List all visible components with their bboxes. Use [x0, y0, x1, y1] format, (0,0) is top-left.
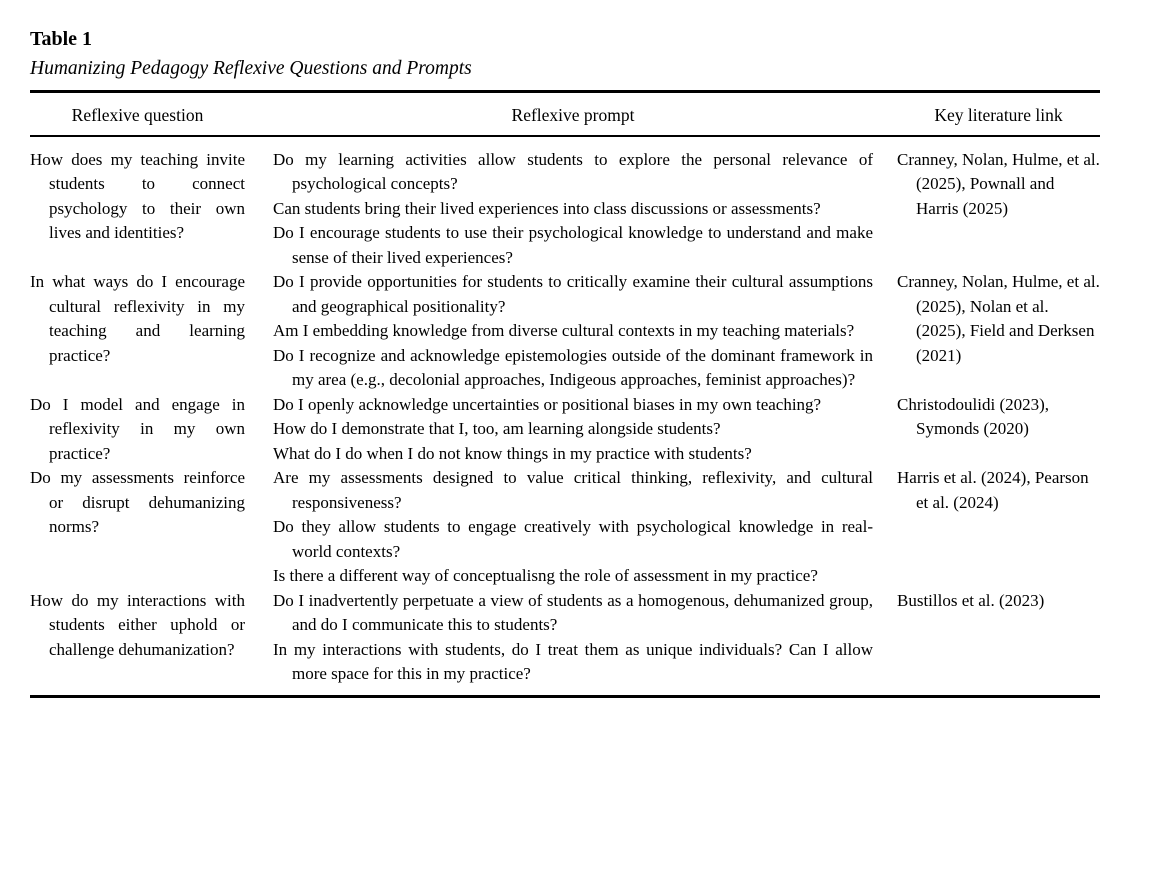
prompt-item: How do I demonstrate that I, too, am learning alongside students? — [273, 419, 721, 439]
prompt-item: Do I inadvertently perpetuate a view of students as a homogenous, dehumanized group, and do I communicate this to students? — [273, 590, 873, 635]
table-bottom-rule — [30, 695, 1100, 698]
column-header-reflexive-question: Reflexive question — [71, 105, 204, 125]
prompt-item: Do I openly acknowledge uncertainties or positional biases in my own teaching? — [273, 394, 822, 414]
column-header-reflexive-prompt: Reflexive prompt — [511, 105, 635, 125]
prompt-item: Do they allow students to engage creatively with psychological knowledge in real-world contexts? — [273, 517, 873, 561]
prompt-item: Do my learning activities allow students to explore the personal relevance of psychological concepts? — [273, 149, 873, 194]
reflexive-question-cell: How does my teaching invite students to connect psychology to their own lives and identities? — [30, 149, 245, 243]
prompt-item: Do I recognize and acknowledge epistemologies outside of the dominant framework in my area (e.g., decolonial approaches, Indigeous approaches, feminist approaches)? — [273, 345, 873, 390]
reflexive-question-cell: In what ways do I encourage cultural reflexivity in my teaching and learning practice? — [30, 272, 245, 365]
reflexive-prompt-cell — [273, 270, 873, 393]
table-caption: Humanizing Pedagogy Reflexive Questions and Prompts — [30, 58, 472, 79]
table-body — [30, 137, 1100, 695]
table-row — [30, 148, 1100, 271]
column-header-key-literature-link: Key literature link — [934, 105, 1063, 125]
prompt-item: Do I encourage students to use their psychological knowledge to understand and make sense of their lived experiences? — [273, 223, 873, 267]
table-label: Table 1 — [30, 28, 93, 50]
reflexive-prompt-cell — [273, 148, 873, 271]
literature-link-cell: Cranney, Nolan, Hulme, et al. (2025), Pownall and Harris (2025) — [897, 149, 1100, 218]
literature-link-cell: Harris et al. (2024), Pearson et al. (2024) — [897, 468, 1089, 512]
prompt-item: Am I embedding knowledge from diverse cultural contexts in my teaching materials? — [273, 321, 855, 341]
table-header-row — [30, 93, 1100, 135]
literature-link-cell: Bustillos et al. (2023) — [897, 590, 1045, 610]
prompt-item: What do I do when I do not know things in my practice with students? — [273, 443, 752, 463]
prompt-item: Do I provide opportunities for students to critically examine their cultural assumptions and geographical positionality? — [273, 272, 873, 316]
prompt-item: Can students bring their lived experiences into class discussions or assessments? — [273, 198, 821, 218]
prompt-item: In my interactions with students, do I treat them as unique individuals? Can I allow more space for this in my practice? — [273, 639, 873, 684]
reflexive-prompt-cell — [273, 589, 873, 687]
table-row — [30, 589, 1100, 687]
table-row — [30, 393, 1100, 467]
table-row — [30, 270, 1100, 393]
reflexive-prompt-cell — [273, 466, 873, 589]
table-row — [30, 466, 1100, 589]
prompt-item: Are my assessments designed to value critical thinking, reflexivity, and cultural responsiveness? — [273, 468, 873, 512]
reflexive-question-cell: Do my assessments reinforce or disrupt dehumanizing norms? — [30, 468, 245, 537]
reflexive-question-cell: Do I model and engage in reflexivity in my own practice? — [30, 394, 245, 463]
reflexive-prompt-cell — [273, 393, 873, 467]
reflexive-question-cell: How do my interactions with students either uphold or challenge dehumanization? — [30, 590, 245, 659]
literature-link-cell: Cranney, Nolan, Hulme, et al. (2025), Nolan et al. (2025), Field and Derksen (2021) — [897, 272, 1100, 365]
prompt-item: Is there a different way of conceptualisng the role of assessment in my practice? — [273, 566, 818, 586]
literature-link-cell: Christodoulidi (2023), Symonds (2020) — [897, 394, 1050, 439]
